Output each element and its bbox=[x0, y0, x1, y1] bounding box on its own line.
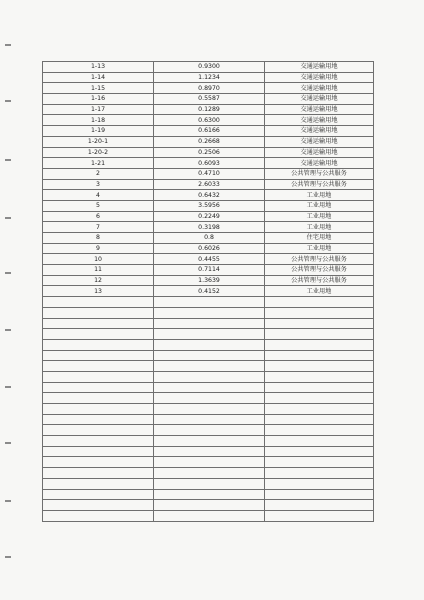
empty-cell bbox=[43, 478, 154, 489]
empty-cell bbox=[154, 457, 265, 468]
parcel-table-body bbox=[43, 62, 374, 522]
area-cell: 0.4455 bbox=[154, 254, 265, 265]
land-use-cell: 住宅用地 bbox=[265, 233, 374, 244]
empty-cell bbox=[43, 371, 154, 382]
parcel-id-cell: 7 bbox=[43, 222, 154, 233]
empty-cell bbox=[43, 500, 154, 511]
empty-cell bbox=[154, 382, 265, 393]
table-row bbox=[43, 72, 374, 83]
land-use-cell: 交通运输用地 bbox=[265, 62, 374, 73]
parcel-id-cell: 5 bbox=[43, 200, 154, 211]
parcel-id-cell: 1-15 bbox=[43, 83, 154, 94]
area-cell: 0.6300 bbox=[154, 115, 265, 126]
table-row bbox=[43, 211, 374, 222]
area-cell: 1.3639 bbox=[154, 275, 265, 286]
empty-cell bbox=[154, 318, 265, 329]
empty-table-row bbox=[43, 414, 374, 425]
empty-cell bbox=[265, 361, 374, 372]
area-cell: 0.6093 bbox=[154, 158, 265, 169]
area-cell: 0.6166 bbox=[154, 126, 265, 137]
table-row bbox=[43, 136, 374, 147]
area-cell: 0.8970 bbox=[154, 83, 265, 94]
empty-table-row bbox=[43, 500, 374, 511]
empty-cell bbox=[154, 404, 265, 415]
margin-mark bbox=[5, 159, 11, 161]
empty-cell bbox=[43, 457, 154, 468]
empty-table-row bbox=[43, 446, 374, 457]
land-use-cell: 交通运输用地 bbox=[265, 72, 374, 83]
area-cell: 0.6026 bbox=[154, 243, 265, 254]
area-cell: 0.6432 bbox=[154, 190, 265, 201]
land-use-cell: 交通运输用地 bbox=[265, 115, 374, 126]
empty-cell bbox=[265, 318, 374, 329]
parcel-id-cell: 2 bbox=[43, 168, 154, 179]
table-row bbox=[43, 190, 374, 201]
margin-mark bbox=[5, 500, 11, 502]
area-cell: 2.6033 bbox=[154, 179, 265, 190]
table-row bbox=[43, 62, 374, 73]
empty-table-row bbox=[43, 436, 374, 447]
empty-cell bbox=[154, 446, 265, 457]
empty-cell bbox=[43, 339, 154, 350]
parcel-id-cell: 6 bbox=[43, 211, 154, 222]
empty-table-row bbox=[43, 329, 374, 340]
land-use-cell: 公共管理与公共服务 bbox=[265, 254, 374, 265]
empty-table-row bbox=[43, 361, 374, 372]
parcel-id-cell: 8 bbox=[43, 233, 154, 244]
empty-cell bbox=[43, 404, 154, 415]
empty-cell bbox=[265, 350, 374, 361]
table-row bbox=[43, 254, 374, 265]
land-use-cell: 工业用地 bbox=[265, 243, 374, 254]
empty-cell bbox=[154, 425, 265, 436]
empty-cell bbox=[265, 425, 374, 436]
empty-cell bbox=[154, 297, 265, 308]
table-row bbox=[43, 104, 374, 115]
empty-cell bbox=[43, 297, 154, 308]
empty-cell bbox=[265, 307, 374, 318]
table-row bbox=[43, 94, 374, 105]
land-use-cell: 交通运输用地 bbox=[265, 83, 374, 94]
empty-cell bbox=[154, 468, 265, 479]
parcel-id-cell: 1-20-2 bbox=[43, 147, 154, 158]
table-row bbox=[43, 126, 374, 137]
empty-table-row bbox=[43, 457, 374, 468]
empty-cell bbox=[43, 436, 154, 447]
table-row bbox=[43, 168, 374, 179]
empty-cell bbox=[265, 510, 374, 521]
land-use-cell: 交通运输用地 bbox=[265, 94, 374, 105]
empty-table-row bbox=[43, 393, 374, 404]
empty-cell bbox=[265, 371, 374, 382]
area-cell: 0.7114 bbox=[154, 265, 265, 276]
land-use-cell: 工业用地 bbox=[265, 190, 374, 201]
empty-cell bbox=[154, 329, 265, 340]
empty-table-row bbox=[43, 307, 374, 318]
land-use-cell: 交通运输用地 bbox=[265, 136, 374, 147]
empty-cell bbox=[265, 404, 374, 415]
parcel-id-cell: 3 bbox=[43, 179, 154, 190]
empty-cell bbox=[154, 393, 265, 404]
land-use-cell: 交通运输用地 bbox=[265, 126, 374, 137]
empty-cell bbox=[265, 382, 374, 393]
table-row bbox=[43, 222, 374, 233]
parcel-id-cell: 1-19 bbox=[43, 126, 154, 137]
empty-cell bbox=[154, 339, 265, 350]
area-cell: 0.5587 bbox=[154, 94, 265, 105]
area-cell: 0.3198 bbox=[154, 222, 265, 233]
empty-cell bbox=[43, 446, 154, 457]
table-row bbox=[43, 286, 374, 297]
margin-mark bbox=[5, 329, 11, 331]
area-cell: 0.8 bbox=[154, 233, 265, 244]
empty-cell bbox=[265, 393, 374, 404]
empty-cell bbox=[43, 350, 154, 361]
empty-cell bbox=[265, 457, 374, 468]
table-row bbox=[43, 179, 374, 190]
empty-cell bbox=[265, 468, 374, 479]
empty-cell bbox=[154, 361, 265, 372]
empty-cell bbox=[265, 414, 374, 425]
parcel-id-cell: 13 bbox=[43, 286, 154, 297]
margin-mark bbox=[5, 217, 11, 219]
empty-cell bbox=[154, 371, 265, 382]
area-cell: 0.4710 bbox=[154, 168, 265, 179]
empty-cell bbox=[43, 468, 154, 479]
empty-table-row bbox=[43, 339, 374, 350]
empty-cell bbox=[43, 425, 154, 436]
area-cell: 0.1289 bbox=[154, 104, 265, 115]
land-use-cell: 工业用地 bbox=[265, 286, 374, 297]
empty-cell bbox=[265, 339, 374, 350]
table-row bbox=[43, 115, 374, 126]
parcel-id-cell: 12 bbox=[43, 275, 154, 286]
area-cell: 0.2506 bbox=[154, 147, 265, 158]
land-use-cell: 工业用地 bbox=[265, 211, 374, 222]
empty-cell bbox=[43, 414, 154, 425]
empty-cell bbox=[154, 350, 265, 361]
empty-cell bbox=[43, 318, 154, 329]
area-cell: 0.2668 bbox=[154, 136, 265, 147]
margin-mark bbox=[5, 442, 11, 444]
margin-mark bbox=[5, 272, 11, 274]
margin-mark bbox=[5, 44, 11, 46]
empty-cell bbox=[154, 478, 265, 489]
parcel-id-cell: 1-13 bbox=[43, 62, 154, 73]
parcel-id-cell: 1-17 bbox=[43, 104, 154, 115]
table-row bbox=[43, 200, 374, 211]
table-row bbox=[43, 275, 374, 286]
empty-table-row bbox=[43, 371, 374, 382]
empty-cell bbox=[43, 510, 154, 521]
land-use-cell: 工业用地 bbox=[265, 222, 374, 233]
empty-cell bbox=[154, 500, 265, 511]
land-use-cell: 交通运输用地 bbox=[265, 104, 374, 115]
empty-cell bbox=[154, 510, 265, 521]
empty-table-row bbox=[43, 478, 374, 489]
margin-mark bbox=[5, 100, 11, 102]
empty-cell bbox=[43, 307, 154, 318]
empty-table-row bbox=[43, 510, 374, 521]
table-row bbox=[43, 158, 374, 169]
empty-table-row bbox=[43, 318, 374, 329]
empty-table-row bbox=[43, 297, 374, 308]
land-use-cell: 公共管理与公共服务 bbox=[265, 179, 374, 190]
table-row bbox=[43, 243, 374, 254]
empty-cell bbox=[154, 436, 265, 447]
parcel-id-cell: 1-21 bbox=[43, 158, 154, 169]
empty-cell bbox=[265, 329, 374, 340]
land-use-cell: 工业用地 bbox=[265, 200, 374, 211]
empty-table-row bbox=[43, 425, 374, 436]
parcel-id-cell: 11 bbox=[43, 265, 154, 276]
empty-cell bbox=[265, 489, 374, 500]
empty-table-row bbox=[43, 404, 374, 415]
land-use-cell: 交通运输用地 bbox=[265, 147, 374, 158]
table-row bbox=[43, 233, 374, 244]
land-use-cell: 交通运输用地 bbox=[265, 158, 374, 169]
margin-mark bbox=[5, 386, 11, 388]
parcel-id-cell: 4 bbox=[43, 190, 154, 201]
empty-cell bbox=[154, 489, 265, 500]
parcel-id-cell: 10 bbox=[43, 254, 154, 265]
parcel-id-cell: 1-16 bbox=[43, 94, 154, 105]
area-cell: 0.9300 bbox=[154, 62, 265, 73]
land-use-cell: 公共管理与公共服务 bbox=[265, 275, 374, 286]
empty-cell bbox=[154, 307, 265, 318]
empty-table-row bbox=[43, 468, 374, 479]
empty-table-row bbox=[43, 489, 374, 500]
empty-cell bbox=[43, 489, 154, 500]
table-row bbox=[43, 83, 374, 94]
parcel-id-cell: 9 bbox=[43, 243, 154, 254]
empty-cell bbox=[265, 478, 374, 489]
empty-cell bbox=[265, 500, 374, 511]
empty-cell bbox=[154, 414, 265, 425]
empty-cell bbox=[43, 361, 154, 372]
margin-mark bbox=[5, 556, 11, 558]
table-row bbox=[43, 265, 374, 276]
land-use-cell: 公共管理与公共服务 bbox=[265, 168, 374, 179]
empty-cell bbox=[265, 446, 374, 457]
parcel-table bbox=[42, 61, 374, 522]
area-cell: 0.2249 bbox=[154, 211, 265, 222]
empty-table-row bbox=[43, 382, 374, 393]
parcel-id-cell: 1-18 bbox=[43, 115, 154, 126]
area-cell: 3.5956 bbox=[154, 200, 265, 211]
table-row bbox=[43, 147, 374, 158]
empty-cell bbox=[265, 297, 374, 308]
parcel-id-cell: 1-20-1 bbox=[43, 136, 154, 147]
empty-cell bbox=[265, 436, 374, 447]
empty-cell bbox=[43, 393, 154, 404]
parcel-id-cell: 1-14 bbox=[43, 72, 154, 83]
empty-cell bbox=[43, 329, 154, 340]
empty-table-row bbox=[43, 350, 374, 361]
area-cell: 0.4152 bbox=[154, 286, 265, 297]
area-cell: 1.1234 bbox=[154, 72, 265, 83]
empty-cell bbox=[43, 382, 154, 393]
land-use-cell: 公共管理与公共服务 bbox=[265, 265, 374, 276]
